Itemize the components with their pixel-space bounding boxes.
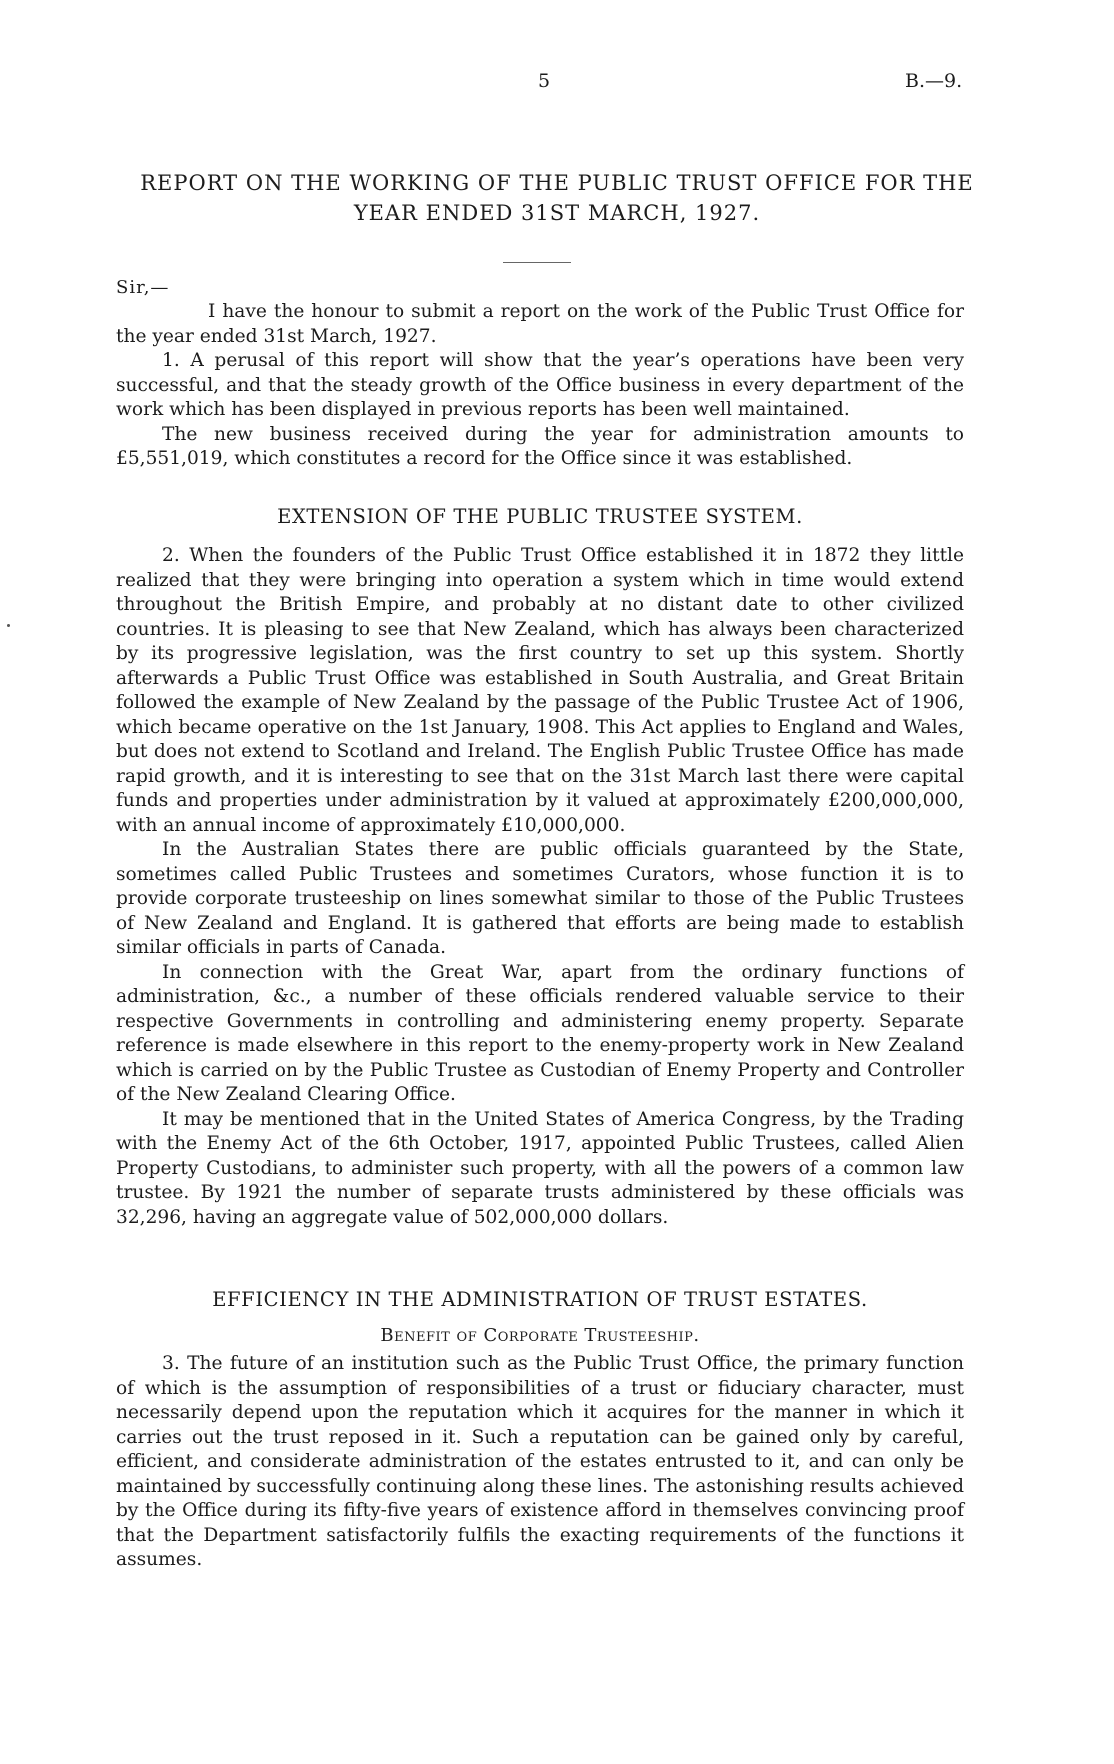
extension-block	[116, 544, 964, 1230]
paragraph-1: 1. A perusal of this report will show that the year’s operations have been very successful, and that the steady growth of the Office business in every department of the work which has been displayed in previous reports has been well maintained.	[116, 350, 964, 420]
paragraph-3: 3. The future of an institution such as the Public Trust Office, the primary function of which is the assumption of responsibilities of a trust or fiduciary character, must necessarily depend upon the reputation which it acquires for the manner in which it carries out the trust reposed in it. Such a reputation can be gained only by careful, efficient, and considerate administration of the estates entrusted to it, and can only be maintained by successfully continuing along these lines. The astonishing results achieved by the Office during its fifty-five years of existence afford in themselves convincing proof that the Department satisfactorily fulfils the exacting requirements of the functions it assumes.	[116, 1353, 964, 1570]
paragraph-2: 2. When the founders of the Public Trust Office established it in 1872 they little realized that they were bringing into operation a system which in time would extend throughout the British Empire, and probably at no distant date to other civilized countries. It is pleasing to see that New Zealand, which has always been characterized by its progressive legislation, was the first country to set up this system. Shortly afterwards a Public Trust Office was established in South Australia, and Great Britain followed the example of New Zealand by the passage of the Public Trustee Act of 1906, which became operative on the 1st January, 1908. This Act applies to England and Wales, but does not extend to Scotland and Ireland. The English Public Trustee Office has made rapid growth, and it is interesting to see that on the 31st March last there were capital funds and properties under administration by it valued at approximately £200,000,000, with an annual income of approximately £10,000,000.	[116, 545, 964, 836]
intro-block	[116, 300, 964, 472]
report-title	[110, 168, 1004, 228]
document-code: B.—9.	[905, 70, 963, 92]
subheading-corporate-trusteeship: Benefit of Corporate Trusteeship.	[380, 1325, 700, 1346]
page-number: 5	[538, 70, 551, 92]
paragraph-australian-states: In the Australian States there are public officials guaranteed by the State, sometimes called Public Trustees and sometimes Curators, whose function it is to provide corporate trusteeship on lines somewhat similar to those of the Public Trustees of New Zealand and England. It is gathered that efforts are being made to establish similar officials in parts of Canada.	[116, 839, 964, 958]
scan-speck	[7, 624, 10, 627]
paragraph-great-war: In connection with the Great War, apart from the ordinary functions of administration, &c., a number of these officials rendered valuable service to their respective Governments in controlling and administering enemy property. Separate reference is made elsewhere in this report to the enemy-property work in New Zealand which is carried on by the Public Trustee as Custodian of Enemy Property and Controller of the New Zealand Clearing Office.	[116, 961, 964, 1105]
paragraph-united-states: It may be mentioned that in the United States of America Congress, by the Trading with the Enemy Act of the 6th October, 1917, appointed Public Trustees, called Alien Property Custodians, to administer such property, with all the powers of a common law trustee. By 1921 the number of separate trusts administered by these officials was 32,296, having an aggregate value of 502,000,000 dollars.	[116, 1108, 964, 1228]
section-heading-extension: EXTENSION OF THE PUBLIC TRUSTEE SYSTEM.	[277, 505, 803, 528]
efficiency-block	[116, 1352, 964, 1573]
salutation: Sir,—	[116, 277, 170, 298]
title-divider	[503, 262, 571, 263]
paragraph-new-business: The new business received during the year for administration amounts to £5,551,019, which constitutes a record for the Office since it was established.	[116, 423, 964, 469]
report-title-line-1: REPORT ON THE WORKING OF THE PUBLIC TRUST OFFICE FOR THE	[140, 171, 974, 195]
report-title-line-2: YEAR ENDED 31ST MARCH, 1927.	[353, 201, 761, 225]
intro-paragraph: I have the honour to submit a report on the work of the Public Trust Office for the year ended 31st March, 1927.	[116, 301, 964, 347]
section-heading-efficiency: EFFICIENCY IN THE ADMINISTRATION OF TRUST ESTATES.	[212, 1288, 868, 1311]
